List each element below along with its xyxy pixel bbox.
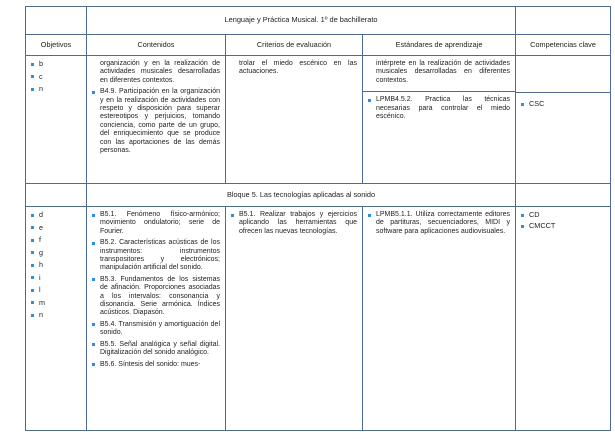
column-header-row <box>26 35 611 56</box>
list-item: B5.3. Fundamentos de los sistemas de afinación. Proporciones asociadas a los intervalos: consonancia y disonancia. Serie armónica. Índices acústicos. Diapasón. <box>92 276 220 318</box>
col-header-estandares: Estándares de aprendizaje <box>363 35 516 56</box>
contenidos-cell <box>87 56 226 184</box>
list-item: organización y en la realización de actividades musicales desarrolladas en diferentes contextos. <box>100 60 220 84</box>
table-row <box>26 207 611 431</box>
list-item: B5.6. Síntesis del sonido: mues- <box>92 361 220 369</box>
band-blank-cell <box>26 184 87 207</box>
list-item: l <box>31 286 81 294</box>
col-header-competencias: Competencias clave <box>516 35 611 56</box>
block-title: Bloque 5. Las tecnologías aplicadas al sonido <box>87 184 516 207</box>
table-title: Lenguaje y Práctica Musical. 1º de bachillerato <box>87 7 516 35</box>
table-title-row <box>26 7 611 35</box>
criterios-cell <box>226 207 363 431</box>
objetivos-cell <box>26 207 87 431</box>
list-item: c <box>31 73 81 81</box>
list-item: g <box>31 249 81 257</box>
list-item: n <box>31 85 81 93</box>
col-header-objetivos: Objetivos <box>26 35 87 56</box>
contenidos-cell <box>87 207 226 431</box>
list-item: b <box>31 60 81 68</box>
title-blank-cell <box>26 7 87 35</box>
list-item: B5.5. Señal analógica y señal digital. Digitalización del sonido analógico. <box>92 341 220 358</box>
list-item: CD <box>521 211 605 219</box>
estandares-cell <box>363 56 516 184</box>
list-item: e <box>31 224 81 232</box>
list-item: LPMB5.1.1. Utiliza correctamente editores de partituras, secuenciadores, MIDI y software para aplicaciones audiovisuales. <box>368 211 510 236</box>
curriculum-table <box>25 6 611 431</box>
list-item: intérprete en la realización de actividades musicales desarrolladas en diferentes contextos. <box>376 60 511 84</box>
list-item: CMCCT <box>521 222 605 230</box>
estandares-cell <box>363 207 516 431</box>
table-row <box>26 56 611 184</box>
list-item: trolar el miedo escénico en las actuaciones. <box>239 60 357 76</box>
list-item: i <box>31 274 81 282</box>
list-item: B5.4. Transmisión y amortiguación del sonido. <box>92 321 220 338</box>
list-item: B5.1. Fenómeno físico-armónico; movimiento ondulatorio; serie de Fourier. <box>92 211 220 236</box>
band-blank-cell <box>516 184 611 207</box>
col-header-contenidos: Contenidos <box>87 35 226 56</box>
list-item: B5.2. Características acústicas de los instrumentos: instrumentos transpositores y electrónicos; manipulación artificial del sonido. <box>92 239 220 273</box>
competencias-cell <box>516 207 611 431</box>
list-item: B5.1. Realizar trabajos y ejercicios aplicando las herramientas que ofrecen las nuevas tecnologías. <box>231 211 357 236</box>
list-item: CSC <box>521 100 605 108</box>
estandar-separator <box>363 91 515 121</box>
list-item: B4.9. Participación en la organización y en la realización de actividades con respeto y disposición para superar estereotipos y perjuicios, tomando conciencia, como parte de un grupo, del enriquecimiento que se produce con las aportaciones de las demás personas. <box>92 88 220 155</box>
list-item: n <box>31 311 81 319</box>
col-header-criterios: Criterios de evaluación <box>226 35 363 56</box>
criterios-cell <box>226 56 363 184</box>
list-item: m <box>31 299 81 307</box>
list-item: f <box>31 236 81 244</box>
title-blank-cell <box>516 7 611 35</box>
objetivos-cell <box>26 56 87 184</box>
list-item: d <box>31 211 81 219</box>
list-item: LPMB4.5.2. Practica las técnicas necesarias para controlar el miedo escénico. <box>368 96 510 121</box>
competencias-cell <box>516 56 611 184</box>
block-title-row <box>26 184 611 207</box>
list-item: h <box>31 261 81 269</box>
